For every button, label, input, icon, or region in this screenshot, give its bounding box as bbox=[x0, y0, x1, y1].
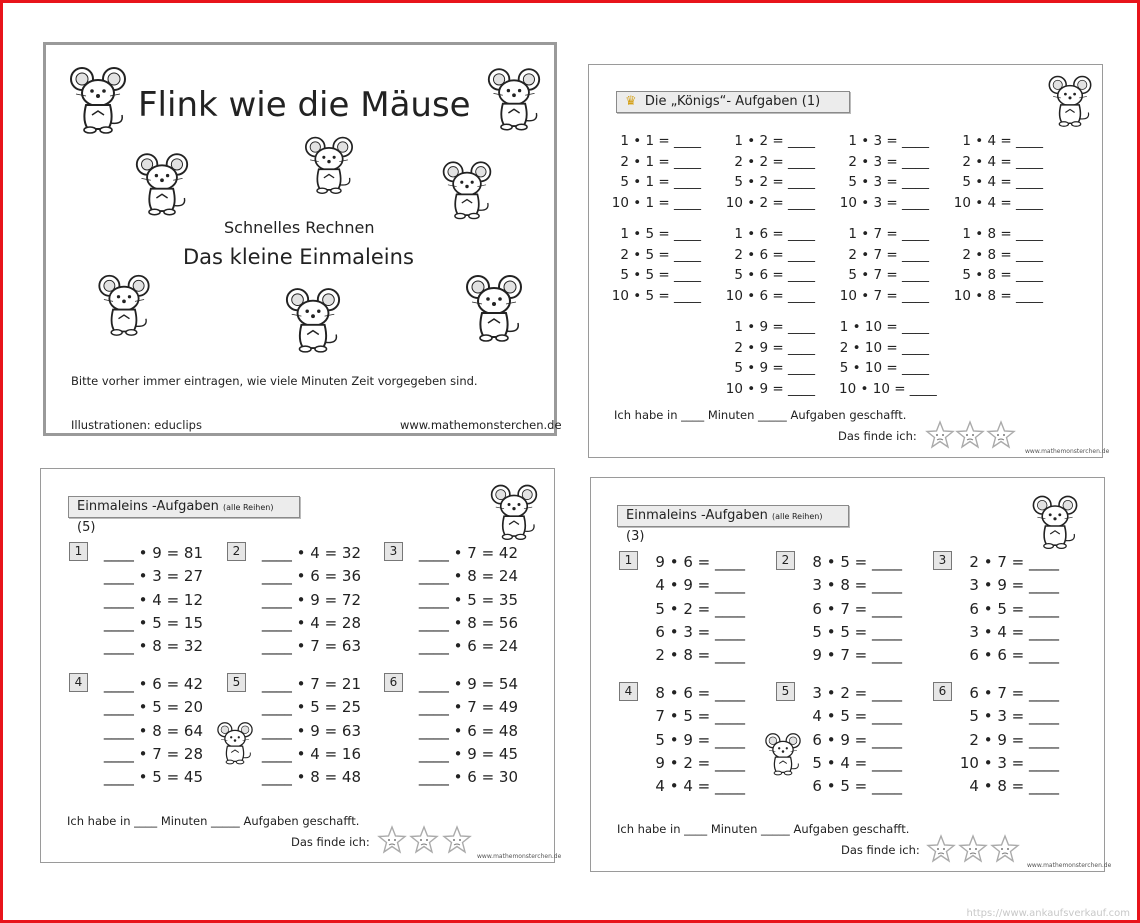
equation-item[interactable]: 10 • 6 = ____ bbox=[725, 287, 815, 304]
worksheet-url: www.mathemonsterchen.de bbox=[477, 853, 562, 860]
equation-item[interactable]: 5 • 9 = ____ bbox=[734, 360, 815, 376]
equation-item[interactable]: 6 • 6 = ____ bbox=[969, 646, 1059, 665]
equation-item[interactable]: 10 • 10 = ____ bbox=[839, 380, 937, 397]
equation-item[interactable]: ____ • 7 = 21 bbox=[261, 675, 361, 693]
equation-item[interactable]: ____ • 5 = 45 bbox=[103, 768, 203, 787]
group-number-badge: 5 bbox=[776, 682, 795, 701]
equation-item[interactable]: 10 • 5 = ____ bbox=[611, 287, 701, 304]
star-rating-icon[interactable] bbox=[442, 825, 472, 855]
star-rating-icon[interactable] bbox=[377, 825, 407, 855]
equation-item[interactable]: 1 • 10 = ____ bbox=[839, 319, 929, 335]
rating-label: Das finde ich: bbox=[841, 843, 920, 857]
equation-item[interactable]: 9 • 6 = ____ bbox=[655, 553, 745, 571]
rating-label: Das finde ich: bbox=[838, 429, 917, 443]
equation-item[interactable]: 10 • 3 = ____ bbox=[959, 753, 1059, 772]
equation-item[interactable]: ____ • 6 = 48 bbox=[418, 721, 518, 740]
equation-item[interactable]: 1 • 1 = ____ bbox=[620, 133, 701, 149]
equation-item[interactable]: 5 • 2 = ____ bbox=[734, 174, 815, 190]
cover-subtitle-main: Das kleine Einmaleins bbox=[183, 245, 414, 269]
equation-item[interactable]: 2 • 5 = ____ bbox=[620, 246, 701, 263]
equation-item[interactable]: ____ • 4 = 32 bbox=[261, 544, 361, 562]
header-small: (alle Reihen) bbox=[223, 503, 274, 512]
equation-item[interactable]: 4 • 8 = ____ bbox=[969, 777, 1059, 796]
mouse-illustration bbox=[464, 273, 524, 343]
worksheet-header bbox=[617, 505, 849, 544]
equation-item[interactable]: 2 • 7 = ____ bbox=[969, 553, 1059, 571]
equation-item[interactable]: ____ • 7 = 63 bbox=[261, 637, 361, 656]
cover-card bbox=[43, 42, 562, 436]
rating-label: Das finde ich: bbox=[291, 835, 370, 849]
equation-item[interactable]: 6 • 5 = ____ bbox=[969, 599, 1059, 618]
mouse-illustration bbox=[284, 285, 342, 355]
mouse-illustration bbox=[134, 150, 190, 218]
star-rating-icon[interactable] bbox=[926, 834, 956, 864]
star-rating-icon[interactable] bbox=[925, 420, 955, 450]
group-number-badge: 1 bbox=[69, 542, 88, 561]
group-number-badge: 6 bbox=[933, 682, 952, 701]
equation-item[interactable]: 2 • 9 = ____ bbox=[969, 730, 1059, 749]
mouse-illustration bbox=[489, 483, 539, 541]
equation-item[interactable]: ____ • 7 = 42 bbox=[418, 544, 518, 562]
equation-item[interactable]: ____ • 8 = 56 bbox=[418, 613, 518, 632]
header-label: Die „Königs“- Aufgaben (1) bbox=[644, 94, 821, 109]
equation-item[interactable]: ____ • 7 = 28 bbox=[103, 744, 203, 763]
worksheet-url: www.mathemonsterchen.de bbox=[1027, 862, 1112, 869]
equation-item[interactable]: ____ • 8 = 24 bbox=[418, 567, 518, 586]
equation-item[interactable]: 1 • 6 = ____ bbox=[734, 226, 815, 242]
equation-item[interactable]: 4 • 5 = ____ bbox=[812, 707, 902, 726]
equation-item[interactable]: ____ • 5 = 35 bbox=[418, 590, 518, 609]
equation-item[interactable]: 5 • 4 = ____ bbox=[962, 174, 1043, 190]
star-rating-icon[interactable] bbox=[409, 825, 439, 855]
equation-item[interactable]: ____ • 9 = 54 bbox=[418, 675, 518, 693]
equation-item[interactable]: 10 • 9 = ____ bbox=[725, 380, 815, 397]
equation-item[interactable]: 5 • 5 = ____ bbox=[620, 267, 701, 283]
star-rating-icon[interactable] bbox=[958, 834, 988, 864]
equation-item[interactable]: ____ • 5 = 25 bbox=[261, 698, 361, 717]
header-small: (alle Reihen) bbox=[772, 512, 823, 521]
equation-item[interactable]: 1 • 7 = ____ bbox=[848, 226, 929, 242]
equation-item[interactable]: ____ • 9 = 45 bbox=[418, 744, 518, 763]
equation-item[interactable]: ____ • 4 = 28 bbox=[261, 613, 361, 632]
equation-item[interactable]: 8 • 6 = ____ bbox=[655, 684, 745, 702]
worksheet-url: www.mathemonsterchen.de bbox=[1025, 448, 1110, 455]
equation-item[interactable]: ____ • 4 = 16 bbox=[261, 744, 361, 763]
equation-item[interactable]: ____ • 6 = 24 bbox=[418, 637, 518, 656]
equation-item[interactable]: 2 • 10 = ____ bbox=[839, 339, 929, 356]
worksheet-header bbox=[616, 91, 850, 113]
equation-item[interactable]: 4 • 9 = ____ bbox=[655, 576, 745, 595]
mouse-illustration bbox=[301, 135, 357, 195]
equation-item[interactable]: 4 • 4 = ____ bbox=[655, 777, 745, 796]
equation-item[interactable]: ____ • 6 = 42 bbox=[103, 675, 203, 693]
star-rating-icon[interactable] bbox=[990, 834, 1020, 864]
equation-item[interactable]: 5 • 8 = ____ bbox=[962, 267, 1043, 283]
equation-item[interactable]: 10 • 8 = ____ bbox=[953, 287, 1043, 304]
equation-item[interactable]: 5 • 1 = ____ bbox=[620, 174, 701, 190]
equation-item[interactable]: 10 • 4 = ____ bbox=[953, 194, 1043, 211]
equation-item[interactable]: 10 • 7 = ____ bbox=[839, 287, 929, 304]
group-number-badge: 3 bbox=[384, 542, 403, 561]
cover-subtitle: Schnelles Rechnen bbox=[224, 218, 375, 237]
equation-item[interactable]: 5 • 9 = ____ bbox=[655, 730, 745, 749]
equation-item[interactable]: 6 • 7 = ____ bbox=[812, 599, 902, 618]
equation-item[interactable]: 5 • 6 = ____ bbox=[734, 267, 815, 283]
equation-item[interactable]: 1 • 3 = ____ bbox=[848, 133, 929, 149]
equation-item[interactable]: 2 • 4 = ____ bbox=[962, 153, 1043, 170]
equation-item[interactable]: 10 • 2 = ____ bbox=[725, 194, 815, 211]
equation-item[interactable]: 5 • 7 = ____ bbox=[848, 267, 929, 283]
equation-item[interactable]: 3 • 8 = ____ bbox=[812, 576, 902, 595]
header-number: (3) bbox=[626, 529, 645, 544]
cover-url: www.mathemonsterchen.de bbox=[400, 418, 562, 432]
equation-item[interactable]: ____ • 8 = 32 bbox=[103, 637, 203, 656]
equation-item[interactable]: 2 • 3 = ____ bbox=[848, 153, 929, 170]
equation-item[interactable]: 2 • 7 = ____ bbox=[848, 246, 929, 263]
equation-item[interactable]: ____ • 9 = 63 bbox=[261, 721, 361, 740]
equation-item[interactable]: 5 • 3 = ____ bbox=[848, 174, 929, 190]
equation-item[interactable]: 2 • 2 = ____ bbox=[734, 153, 815, 170]
equation-item[interactable]: 2 • 8 = ____ bbox=[655, 646, 745, 665]
equation-item[interactable]: ____ • 8 = 64 bbox=[103, 721, 203, 740]
equation-item[interactable]: 9 • 7 = ____ bbox=[812, 646, 902, 665]
header-label: Einmaleins -Aufgaben bbox=[626, 508, 768, 523]
equation-item[interactable]: ____ • 9 = 81 bbox=[103, 544, 203, 562]
cover-credit: Illustrationen: educlips bbox=[71, 418, 202, 432]
equation-item[interactable]: 2 • 1 = ____ bbox=[620, 153, 701, 170]
group-number-badge: 3 bbox=[933, 551, 952, 570]
mouse-illustration bbox=[1031, 494, 1079, 550]
group-number-badge: 4 bbox=[619, 682, 638, 701]
crown-icon: ♛ bbox=[625, 94, 637, 109]
result-line: Ich habe in ____ Minuten _____ Aufgaben geschafft. bbox=[617, 822, 910, 836]
mouse-illustration bbox=[441, 155, 493, 225]
group-number-badge: 2 bbox=[776, 551, 795, 570]
group-number-badge: 5 bbox=[227, 673, 246, 692]
group-number-badge: 4 bbox=[69, 673, 88, 692]
equation-item[interactable]: 6 • 7 = ____ bbox=[969, 684, 1059, 702]
equation-item[interactable]: 7 • 5 = ____ bbox=[655, 707, 745, 726]
group-number-badge: 6 bbox=[384, 673, 403, 692]
equation-item[interactable]: 3 • 9 = ____ bbox=[969, 576, 1059, 595]
equation-item[interactable]: 6 • 9 = ____ bbox=[812, 730, 902, 749]
equation-item[interactable]: ____ • 5 = 20 bbox=[103, 698, 203, 717]
result-line: Ich habe in ____ Minuten _____ Aufgaben geschafft. bbox=[614, 408, 907, 422]
worksheet-koenigs bbox=[588, 64, 1110, 458]
equation-item[interactable]: 10 • 1 = ____ bbox=[611, 194, 701, 211]
result-line: Ich habe in ____ Minuten _____ Aufgaben geschafft. bbox=[67, 814, 360, 828]
equation-item[interactable]: 5 • 10 = ____ bbox=[839, 360, 929, 376]
equation-item[interactable]: 2 • 8 = ____ bbox=[962, 246, 1043, 263]
equation-item[interactable]: ____ • 9 = 72 bbox=[261, 590, 361, 609]
equation-item[interactable]: 9 • 2 = ____ bbox=[655, 753, 745, 772]
equation-item[interactable]: 6 • 3 = ____ bbox=[655, 622, 745, 641]
equation-item[interactable]: 1 • 9 = ____ bbox=[734, 319, 815, 335]
equation-item[interactable]: 8 • 5 = ____ bbox=[812, 553, 902, 571]
equation-item[interactable]: 5 • 4 = ____ bbox=[812, 753, 902, 772]
group-number-badge: 1 bbox=[619, 551, 638, 570]
cover-title: Flink wie die Mäuse bbox=[138, 85, 471, 125]
equation-item[interactable]: 10 • 3 = ____ bbox=[839, 194, 929, 211]
mouse-illustration bbox=[96, 273, 152, 337]
equation-item[interactable]: 2 • 9 = ____ bbox=[734, 339, 815, 356]
group-number-badge: 2 bbox=[227, 542, 246, 561]
cover-instruction: Bitte vorher immer eintragen, wie viele Minuten Zeit vorgegeben sind. bbox=[71, 374, 478, 388]
equation-item[interactable]: 5 • 2 = ____ bbox=[655, 599, 745, 618]
mouse-illustration bbox=[486, 65, 542, 133]
equation-item[interactable]: 1 • 8 = ____ bbox=[962, 226, 1043, 242]
worksheet-einmaleins-5 bbox=[40, 468, 562, 863]
equation-item[interactable]: 1 • 5 = ____ bbox=[620, 226, 701, 242]
mouse-illustration bbox=[1047, 73, 1093, 129]
equation-item[interactable]: ____ • 6 = 36 bbox=[261, 567, 361, 586]
equation-item[interactable]: 1 • 2 = ____ bbox=[734, 133, 815, 149]
equation-item[interactable]: 5 • 3 = ____ bbox=[969, 707, 1059, 726]
equation-item[interactable]: 2 • 6 = ____ bbox=[734, 246, 815, 263]
equation-item[interactable]: 6 • 5 = ____ bbox=[812, 777, 902, 796]
worksheet-einmaleins-3 bbox=[590, 477, 1112, 872]
worksheet-header bbox=[68, 496, 300, 535]
equation-item[interactable]: 3 • 2 = ____ bbox=[812, 684, 902, 702]
equation-item[interactable]: ____ • 6 = 30 bbox=[418, 768, 518, 787]
equation-item[interactable]: 3 • 4 = ____ bbox=[969, 622, 1059, 641]
equation-item[interactable]: ____ • 3 = 27 bbox=[103, 567, 203, 586]
mouse-illustration bbox=[68, 65, 128, 135]
equation-item[interactable]: ____ • 5 = 15 bbox=[103, 613, 203, 632]
watermark: https://www.ankaufsverkauf.com bbox=[966, 908, 1130, 919]
star-rating-icon[interactable] bbox=[986, 420, 1016, 450]
equation-item[interactable]: 1 • 4 = ____ bbox=[962, 133, 1043, 149]
equation-item[interactable]: ____ • 8 = 48 bbox=[261, 768, 361, 787]
equation-item[interactable]: 5 • 5 = ____ bbox=[812, 622, 902, 641]
equation-item[interactable]: ____ • 7 = 49 bbox=[418, 698, 518, 717]
header-label: Einmaleins -Aufgaben bbox=[77, 499, 219, 514]
equation-item[interactable]: ____ • 4 = 12 bbox=[103, 590, 203, 609]
header-number: (5) bbox=[77, 520, 96, 535]
star-rating-icon[interactable] bbox=[955, 420, 985, 450]
